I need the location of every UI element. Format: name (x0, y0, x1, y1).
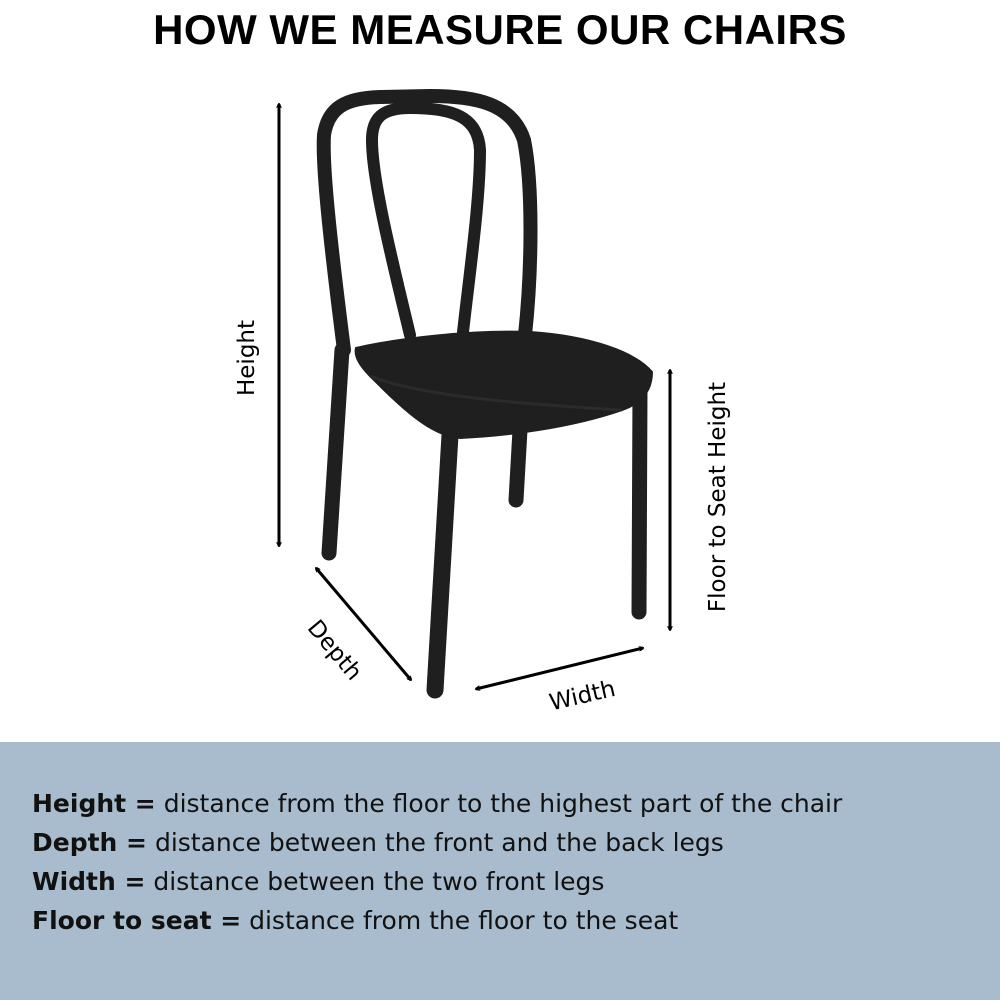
chair-front-left-leg (435, 435, 450, 690)
chair-inner-backrest (372, 108, 480, 335)
definition-term: Height = (32, 789, 156, 818)
width-label: Width (546, 675, 618, 717)
chair-back-left-leg (329, 350, 342, 553)
chair-back-right-leg (516, 430, 520, 500)
definition-term: Depth = (32, 828, 148, 857)
definition-text: distance from the floor to the highest part of the chair (155, 789, 843, 818)
height-label: Height (234, 319, 260, 397)
chair-front-right-leg (639, 390, 640, 612)
floor-to-seat-label: Floor to Seat Height (705, 381, 731, 613)
definition-text: distance from the floor to the seat (241, 906, 679, 935)
page-title: HOW WE MEASURE OUR CHAIRS (153, 6, 847, 53)
definition-term: Width = (32, 867, 146, 896)
definition-floor-to-seat (32, 901, 842, 940)
chair-outer-backrest (324, 96, 531, 350)
width-arrow (476, 648, 643, 689)
definition-width (32, 862, 842, 901)
definitions-list (32, 784, 842, 940)
definition-term: Floor to seat = (32, 906, 242, 935)
definition-text: distance between the front and the back legs (147, 828, 724, 857)
depth-label: Depth (301, 615, 367, 686)
definition-depth (32, 823, 842, 862)
definitions-panel (0, 742, 1000, 1000)
definition-height (32, 784, 842, 823)
definition-text: distance between the two front legs (145, 867, 605, 896)
